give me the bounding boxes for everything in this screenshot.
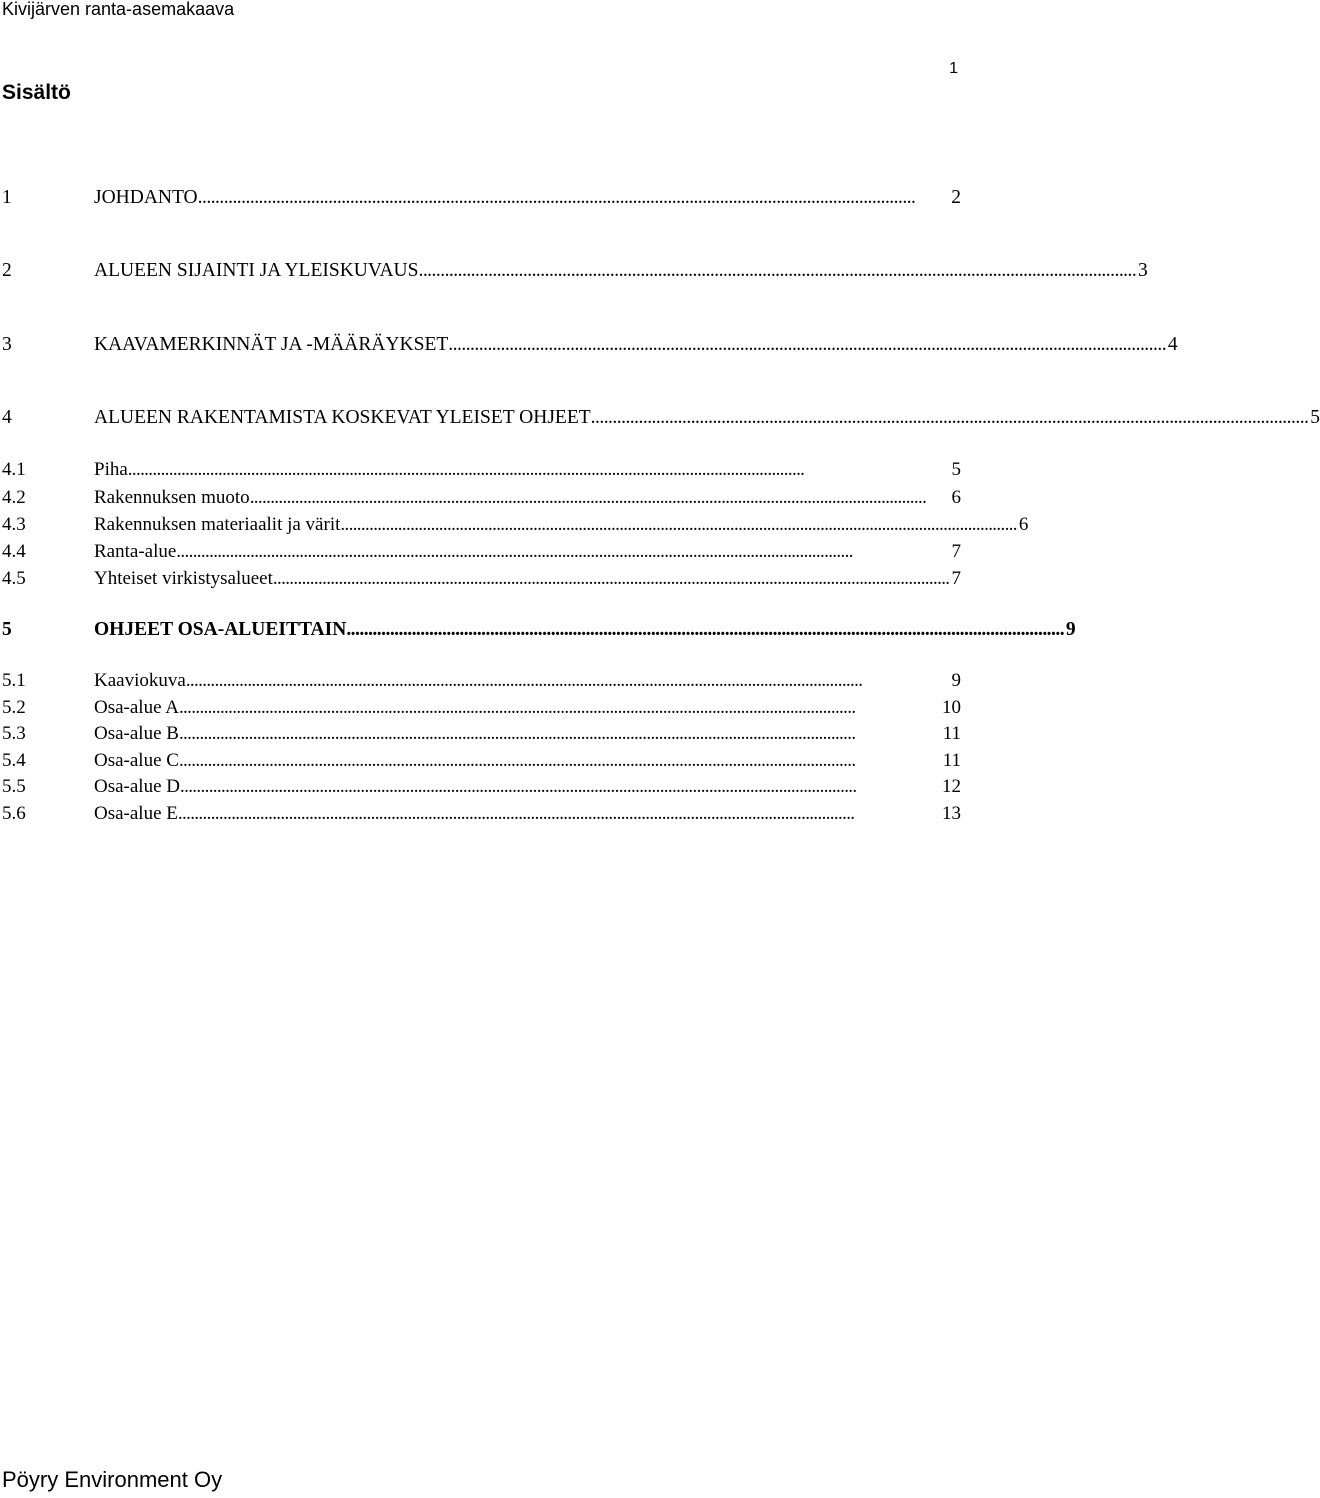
toc-entry-title: Osa-alue B bbox=[94, 723, 179, 744]
toc-entry-number: 4 bbox=[2, 407, 12, 428]
toc-entry-page: 9 bbox=[951, 670, 961, 691]
toc-entry[interactable] bbox=[2, 696, 961, 720]
dot-leader bbox=[340, 513, 1014, 537]
toc-entry-title: Osa-alue D bbox=[94, 776, 180, 797]
toc-entry-number: 5.6 bbox=[2, 803, 26, 824]
toc-entry-title: Piha bbox=[94, 459, 128, 480]
toc-entry-title: ALUEEN RAKENTAMISTA KOSKEVAT YLEISET OHJEET bbox=[94, 407, 591, 428]
dot-leader bbox=[179, 749, 939, 773]
toc-entry[interactable] bbox=[2, 618, 1076, 642]
toc-entry-title: Osa-alue A bbox=[94, 697, 179, 718]
footer-company-name: Pöyry Environment Oy bbox=[2, 1467, 223, 1492]
toc-entry-number: 5.3 bbox=[2, 723, 26, 744]
toc-entry[interactable] bbox=[2, 513, 1029, 537]
toc-entry[interactable] bbox=[2, 775, 961, 799]
toc-entry-number: 4.3 bbox=[2, 514, 26, 535]
toc-entry[interactable] bbox=[2, 406, 1320, 430]
dot-leader bbox=[176, 540, 947, 564]
dot-leader bbox=[418, 259, 1134, 283]
toc-entry-number: 2 bbox=[2, 260, 12, 281]
toc-entry-number: 3 bbox=[2, 334, 12, 355]
toc-entry-page: 12 bbox=[942, 776, 961, 797]
dot-leader bbox=[186, 669, 948, 693]
toc-entry-number: 4.4 bbox=[2, 541, 26, 562]
toc-entry[interactable] bbox=[2, 458, 961, 482]
toc-entry[interactable] bbox=[2, 333, 1178, 357]
toc-entry[interactable] bbox=[2, 722, 961, 746]
toc-entry[interactable] bbox=[2, 259, 1148, 283]
toc-entry[interactable] bbox=[2, 540, 961, 564]
toc-entry-title: Rakennuksen muoto bbox=[94, 487, 250, 508]
dot-leader bbox=[178, 802, 938, 826]
toc-entry-number: 4.2 bbox=[2, 487, 26, 508]
toc-entry-page: 3 bbox=[1138, 260, 1148, 281]
toc-entry-page: 11 bbox=[942, 750, 961, 771]
toc-entry-page: 10 bbox=[942, 697, 961, 718]
toc-entry-page: 6 bbox=[1018, 514, 1029, 535]
toc-entry-title: Osa-alue C bbox=[94, 750, 179, 771]
toc-entry-page: 6 bbox=[951, 487, 961, 508]
toc-entry-number: 5 bbox=[2, 619, 12, 640]
toc-entry[interactable] bbox=[2, 802, 961, 826]
toc-entry-title: Rakennuksen materiaalit ja värit bbox=[94, 514, 341, 535]
toc-entry-page: 2 bbox=[951, 187, 961, 208]
dot-leader bbox=[128, 458, 948, 482]
toc-entry-page: 13 bbox=[942, 803, 961, 824]
toc-entry-number: 5.2 bbox=[2, 697, 26, 718]
dot-leader bbox=[198, 186, 948, 210]
toc-entry-number: 5.5 bbox=[2, 776, 26, 797]
toc-entry-number: 5.4 bbox=[2, 750, 26, 771]
toc-entry-page: 4 bbox=[1167, 334, 1178, 355]
toc-entry-number: 4.1 bbox=[2, 459, 26, 480]
toc-entry-title: OHJEET OSA-ALUEITTAIN bbox=[94, 619, 347, 640]
toc-entry-title: Kaaviokuva bbox=[94, 670, 186, 691]
toc-entry-title: ALUEEN SIJAINTI JA YLEISKUVAUS bbox=[94, 260, 419, 281]
toc-entry[interactable] bbox=[2, 486, 961, 510]
dot-leader bbox=[179, 696, 938, 720]
document-header-title: Kivijärven ranta-asemakaava bbox=[2, 0, 235, 19]
toc-entry-title: Osa-alue E bbox=[94, 803, 178, 824]
dot-leader bbox=[179, 722, 939, 746]
toc-entry[interactable] bbox=[2, 749, 961, 773]
dot-leader bbox=[250, 486, 948, 510]
toc-entry[interactable] bbox=[2, 567, 961, 591]
dot-leader bbox=[448, 333, 1164, 357]
toc-entry-number: 1 bbox=[2, 187, 12, 208]
dot-leader bbox=[346, 618, 1062, 642]
toc-heading: Sisältö bbox=[2, 81, 71, 104]
toc-entry[interactable] bbox=[2, 186, 961, 210]
page-number: 1 bbox=[949, 60, 958, 77]
dot-leader bbox=[591, 406, 1307, 430]
dot-leader bbox=[273, 567, 948, 591]
toc-entry-title: KAAVAMERKINNÄT JA -MÄÄRÄYKSET bbox=[94, 334, 449, 355]
toc-entry[interactable] bbox=[2, 669, 961, 693]
toc-entry-page: 5 bbox=[1310, 407, 1320, 428]
toc-entry-number: 5.1 bbox=[2, 670, 26, 691]
toc-entry-title: Yhteiset virkistysalueet bbox=[94, 568, 273, 589]
toc-entry-page: 5 bbox=[951, 459, 961, 480]
toc-entry-page: 7 bbox=[951, 568, 961, 589]
toc-entry-page: 7 bbox=[951, 541, 961, 562]
toc-entry-page: 9 bbox=[1065, 619, 1076, 640]
dot-leader bbox=[180, 775, 938, 799]
toc-entry-title: JOHDANTO bbox=[94, 187, 198, 208]
toc-entry-page: 11 bbox=[942, 723, 961, 744]
toc-entry-number: 4.5 bbox=[2, 568, 26, 589]
toc-entry-title: Ranta-alue bbox=[94, 541, 177, 562]
